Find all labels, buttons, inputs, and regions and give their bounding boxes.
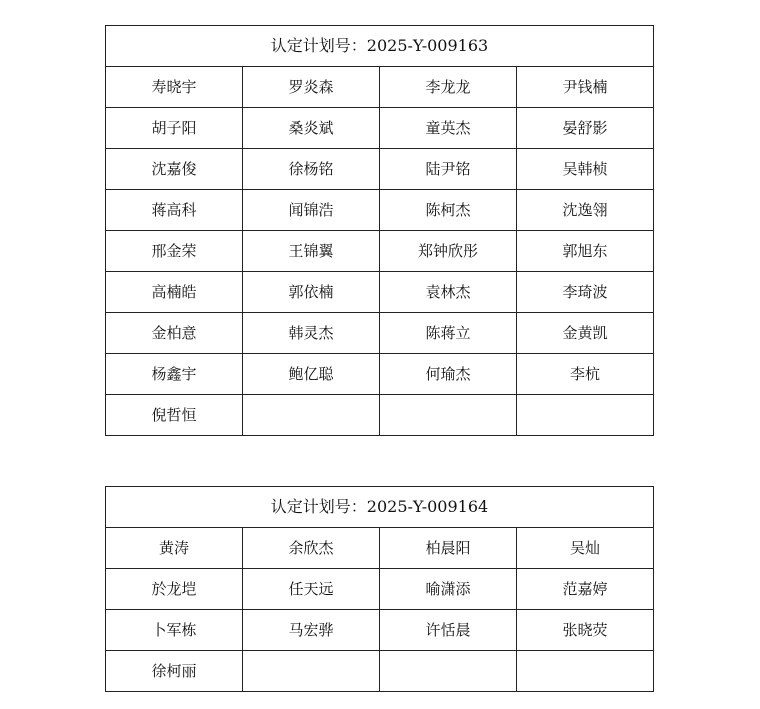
name-cell: 童英杰 [380,108,517,149]
name-grid [106,528,654,692]
table-row [106,528,654,569]
table-row [106,354,654,395]
table-row [106,313,654,354]
plan-title: 认定计划号：2025-Y-009164 [106,487,654,528]
name-cell: 沈逸翎 [517,190,654,231]
name-cell: 杨鑫宇 [106,354,243,395]
name-cell: 郭旭东 [517,231,654,272]
name-cell: 陆尹铭 [380,149,517,190]
name-cell: 蒋高科 [106,190,243,231]
name-cell: 张晓荧 [517,610,654,651]
name-cell: 许恬晨 [380,610,517,651]
table-row [106,231,654,272]
table-row [106,569,654,610]
empty-cell [380,395,517,436]
name-cell: 吴韩桢 [517,149,654,190]
name-cell: 徐柯丽 [106,651,243,692]
name-cell: 王锦翼 [243,231,380,272]
name-cell: 柏晨阳 [380,528,517,569]
table-row [106,149,654,190]
name-cell: 何瑜杰 [380,354,517,395]
name-cell: 高楠皓 [106,272,243,313]
plan-title-row [106,26,654,67]
name-cell: 范嘉婷 [517,569,654,610]
empty-cell [380,651,517,692]
plan-table-009164 [105,486,654,692]
name-cell: 闻锦浩 [243,190,380,231]
name-cell: 邢金荣 [106,231,243,272]
empty-cell [243,395,380,436]
name-cell: 鲍亿聪 [243,354,380,395]
name-grid [106,67,654,436]
name-cell: 喻潇添 [380,569,517,610]
name-cell: 袁林杰 [380,272,517,313]
name-cell: 吴灿 [517,528,654,569]
table-row [106,108,654,149]
table-row [106,395,654,436]
name-cell: 卜军栋 [106,610,243,651]
name-cell: 陈柯杰 [380,190,517,231]
name-cell: 李琦波 [517,272,654,313]
name-cell: 马宏骅 [243,610,380,651]
name-cell: 金黄凯 [517,313,654,354]
name-cell: 李龙龙 [380,67,517,108]
name-cell: 晏舒影 [517,108,654,149]
name-cell: 於龙垲 [106,569,243,610]
name-cell: 寿晓宇 [106,67,243,108]
name-cell: 尹钱楠 [517,67,654,108]
name-cell: 罗炎森 [243,67,380,108]
empty-cell [517,395,654,436]
empty-cell [517,651,654,692]
name-cell: 韩灵杰 [243,313,380,354]
name-cell: 郭依楠 [243,272,380,313]
empty-cell [243,651,380,692]
name-cell: 李杭 [517,354,654,395]
table-row [106,272,654,313]
name-cell: 沈嘉俊 [106,149,243,190]
name-cell: 倪哲恒 [106,395,243,436]
name-cell: 郑钟欣彤 [380,231,517,272]
plan-title-row [106,487,654,528]
table-row [106,67,654,108]
name-cell: 任天远 [243,569,380,610]
table-row [106,610,654,651]
name-cell: 桑炎斌 [243,108,380,149]
name-cell: 胡子阳 [106,108,243,149]
name-cell: 陈蒋立 [380,313,517,354]
name-cell: 黄涛 [106,528,243,569]
table-row [106,190,654,231]
plan-table-009163 [105,25,654,436]
name-cell: 余欣杰 [243,528,380,569]
table-row [106,651,654,692]
name-cell: 金柏意 [106,313,243,354]
name-cell: 徐杨铭 [243,149,380,190]
plan-title: 认定计划号：2025-Y-009163 [106,26,654,67]
